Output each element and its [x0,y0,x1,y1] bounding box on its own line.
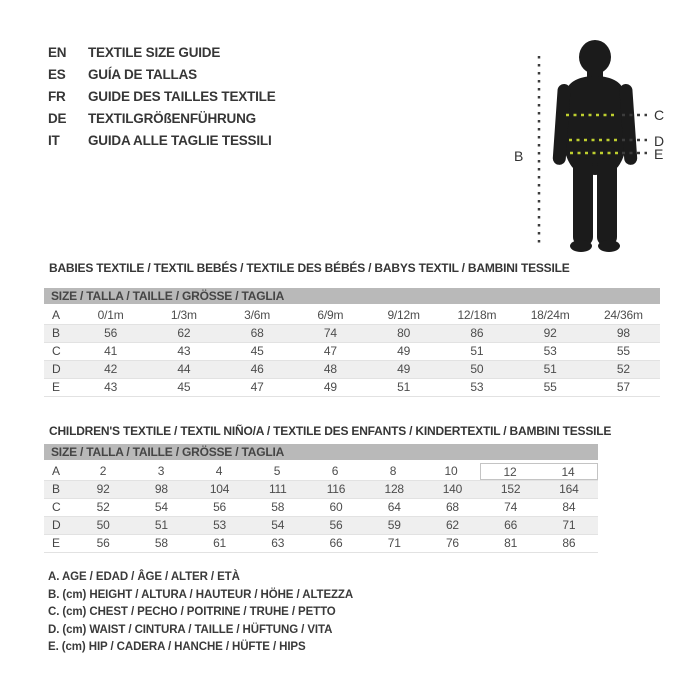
size-cell: 111 [268,482,287,496]
size-cell: 43 [177,344,191,358]
table-row-E [44,379,660,397]
size-cell: 1/3m [170,308,197,322]
size-cell: 41 [104,344,118,358]
language-code: ES [48,67,66,82]
table-row-A [44,463,598,481]
size-cell: 55 [616,344,630,358]
size-cell: 54 [271,518,285,532]
row-label: E [52,536,60,550]
toddler-silhouette-icon [500,20,700,260]
size-cell: 2 [99,464,107,478]
row-label: E [52,380,60,394]
size-cell: 49 [323,380,337,394]
size-cell: 81 [504,536,518,550]
size-cell: 51 [543,362,557,376]
size-cell: 74 [323,326,337,340]
language-row-en [48,42,276,64]
children-table-title: CHILDREN'S TEXTILE / TEXTIL NIÑO/A / TEXTILE DES ENFANTS / KINDERTEXTIL / BAMBINI TESSILE [49,424,612,438]
size-cell: 64 [387,500,401,514]
size-cell: 53 [543,344,557,358]
size-cell: 66 [504,518,518,532]
size-cell: 61 [213,536,227,550]
size-cell: 62 [445,518,459,532]
language-label: GUÍA DE TALLAS [88,67,197,82]
size-cell: 92 [96,482,110,496]
figure-label-e: E [654,146,664,162]
size-cell: 152 [500,482,521,496]
size-cell: 140 [442,482,463,496]
language-label: GUIDA ALLE TAGLIE TESSILI [88,133,272,148]
size-cell: 86 [562,536,576,550]
size-cell: 98 [154,482,168,496]
size-cell: 128 [384,482,404,496]
size-cell: 59 [387,518,401,532]
size-cell: 62 [177,326,191,340]
size-cell: 52 [616,362,630,376]
legend-line-d: D. (cm) WAIST / CINTURA / TAILLE / HÜFTUNG / VITA [48,623,333,636]
row-label: C [52,500,61,514]
table-row-A [44,307,660,325]
size-cell: 24/36m [603,308,643,322]
size-cell: 86 [470,326,484,340]
table-row-D [44,517,598,535]
size-cell: 47 [323,344,337,358]
size-cell: 55 [543,380,557,394]
figure-label-d: D [654,133,665,149]
size-cell: 56 [329,518,343,532]
size-cell: 42 [104,362,118,376]
size-cell: 8 [389,464,397,478]
toddler-silhouette [552,40,637,252]
table-row-C [44,499,598,517]
figure-label-b: B [514,148,524,164]
row-label: C [52,344,61,358]
size-cell: 49 [397,362,411,376]
size-cell: 45 [250,344,264,358]
size-cell: 51 [154,518,168,532]
size-cell: 50 [96,518,110,532]
row-label: D [52,362,61,376]
language-code: FR [48,89,66,104]
size-cell: 48 [323,362,337,376]
children-size-table [44,444,598,553]
figure-label-c: C [654,107,665,123]
table-row-C [44,343,660,361]
size-cell: 68 [445,500,459,514]
language-row-de [48,108,276,130]
size-cell: 18/24m [530,308,570,322]
language-label: GUIDE DES TAILLES TEXTILE [88,89,276,104]
size-cell: 57 [616,380,630,394]
table-row-B [44,325,660,343]
size-cell: 4 [215,464,223,478]
language-label: TEXTILGRÖßENFÜHRUNG [88,111,256,126]
language-row-it [48,130,276,152]
size-cell: 74 [504,500,518,514]
size-cell: 80 [397,326,411,340]
size-cell: 58 [271,500,285,514]
size-cell: 66 [329,536,343,550]
measurement-legend [48,569,353,657]
size-cell: 47 [250,380,264,394]
row-label: B [52,482,60,496]
child-silhouette-figure [500,20,700,260]
size-cell: 3/6m [244,308,271,322]
babies-size-table [44,288,660,397]
language-list [48,42,276,152]
language-label: TEXTILE SIZE GUIDE [88,45,221,60]
size-cell: 52 [96,500,110,514]
row-label: B [52,326,60,340]
table-row-B [44,481,598,499]
size-cell: 56 [96,536,110,550]
size-header-band: SIZE / TALLA / TAILLE / GRÖSSE / TAGLIA [44,288,660,304]
legend-line-e: E. (cm) HIP / CADERA / HANCHE / HÜFTE / HIPS [48,641,306,653]
size-cell: 44 [177,362,191,376]
legend-line-c: C. (cm) CHEST / PECHO / POITRINE / TRUHE / PETTO [48,606,336,618]
size-cell: 76 [445,536,459,550]
language-code: IT [48,133,60,148]
size-cell: 6 [331,464,339,478]
size-cell: 56 [104,326,118,340]
size-cell: 51 [470,344,484,358]
size-cell: 63 [271,536,285,550]
size-cell: 71 [562,518,576,532]
size-cell: 43 [104,380,118,394]
size-cell: 9/12m [387,308,420,322]
babies-table-title: BABIES TEXTILE / TEXTIL BEBÉS / TEXTILE DES BÉBÉS / BABYS TEXTIL / BAMBINI TESSILE [49,261,570,275]
size-cell: 3 [157,464,165,478]
size-cell: 60 [329,500,343,514]
size-cell: 50 [470,362,484,376]
size-cell: 14 [539,463,598,480]
size-cell: 116 [326,482,346,496]
table-row-D [44,361,660,379]
size-cell: 53 [470,380,484,394]
size-cell: 164 [559,482,579,496]
table-row-E [44,535,598,553]
size-cell: 53 [213,518,227,532]
row-label: A [52,464,60,478]
size-cell: 49 [397,344,411,358]
size-cell: 58 [154,536,168,550]
size-cell: 98 [616,326,630,340]
size-cell: 12 [480,463,539,480]
size-cell: 10 [444,464,458,478]
size-cell: 104 [209,482,230,496]
language-row-fr [48,86,276,108]
size-cell: 46 [250,362,264,376]
size-cell: 92 [543,326,557,340]
language-row-es [48,64,276,86]
size-cell: 6/9m [317,308,344,322]
size-cell: 71 [387,536,401,550]
size-cell: 68 [250,326,264,340]
size-cell: 0/1m [97,308,124,322]
size-cell: 45 [177,380,191,394]
size-cell: 12/18m [457,308,497,322]
size-header-band: SIZE / TALLA / TAILLE / GRÖSSE / TAGLIA [44,444,598,460]
row-label: D [52,518,61,532]
size-cell: 51 [397,380,411,394]
size-cell: 84 [562,500,576,514]
size-cell: 5 [273,464,281,478]
size-cell: 54 [154,500,168,514]
size-cell: 56 [213,500,227,514]
legend-line-a: A. AGE / EDAD / ÂGE / ALTER / ETÀ [48,571,240,583]
row-label: A [52,308,60,322]
legend-line-b: B. (cm) HEIGHT / ALTURA / HAUTEUR / HÖHE / ALTEZZA [48,588,354,601]
language-code: EN [48,45,67,60]
language-code: DE [48,111,67,126]
